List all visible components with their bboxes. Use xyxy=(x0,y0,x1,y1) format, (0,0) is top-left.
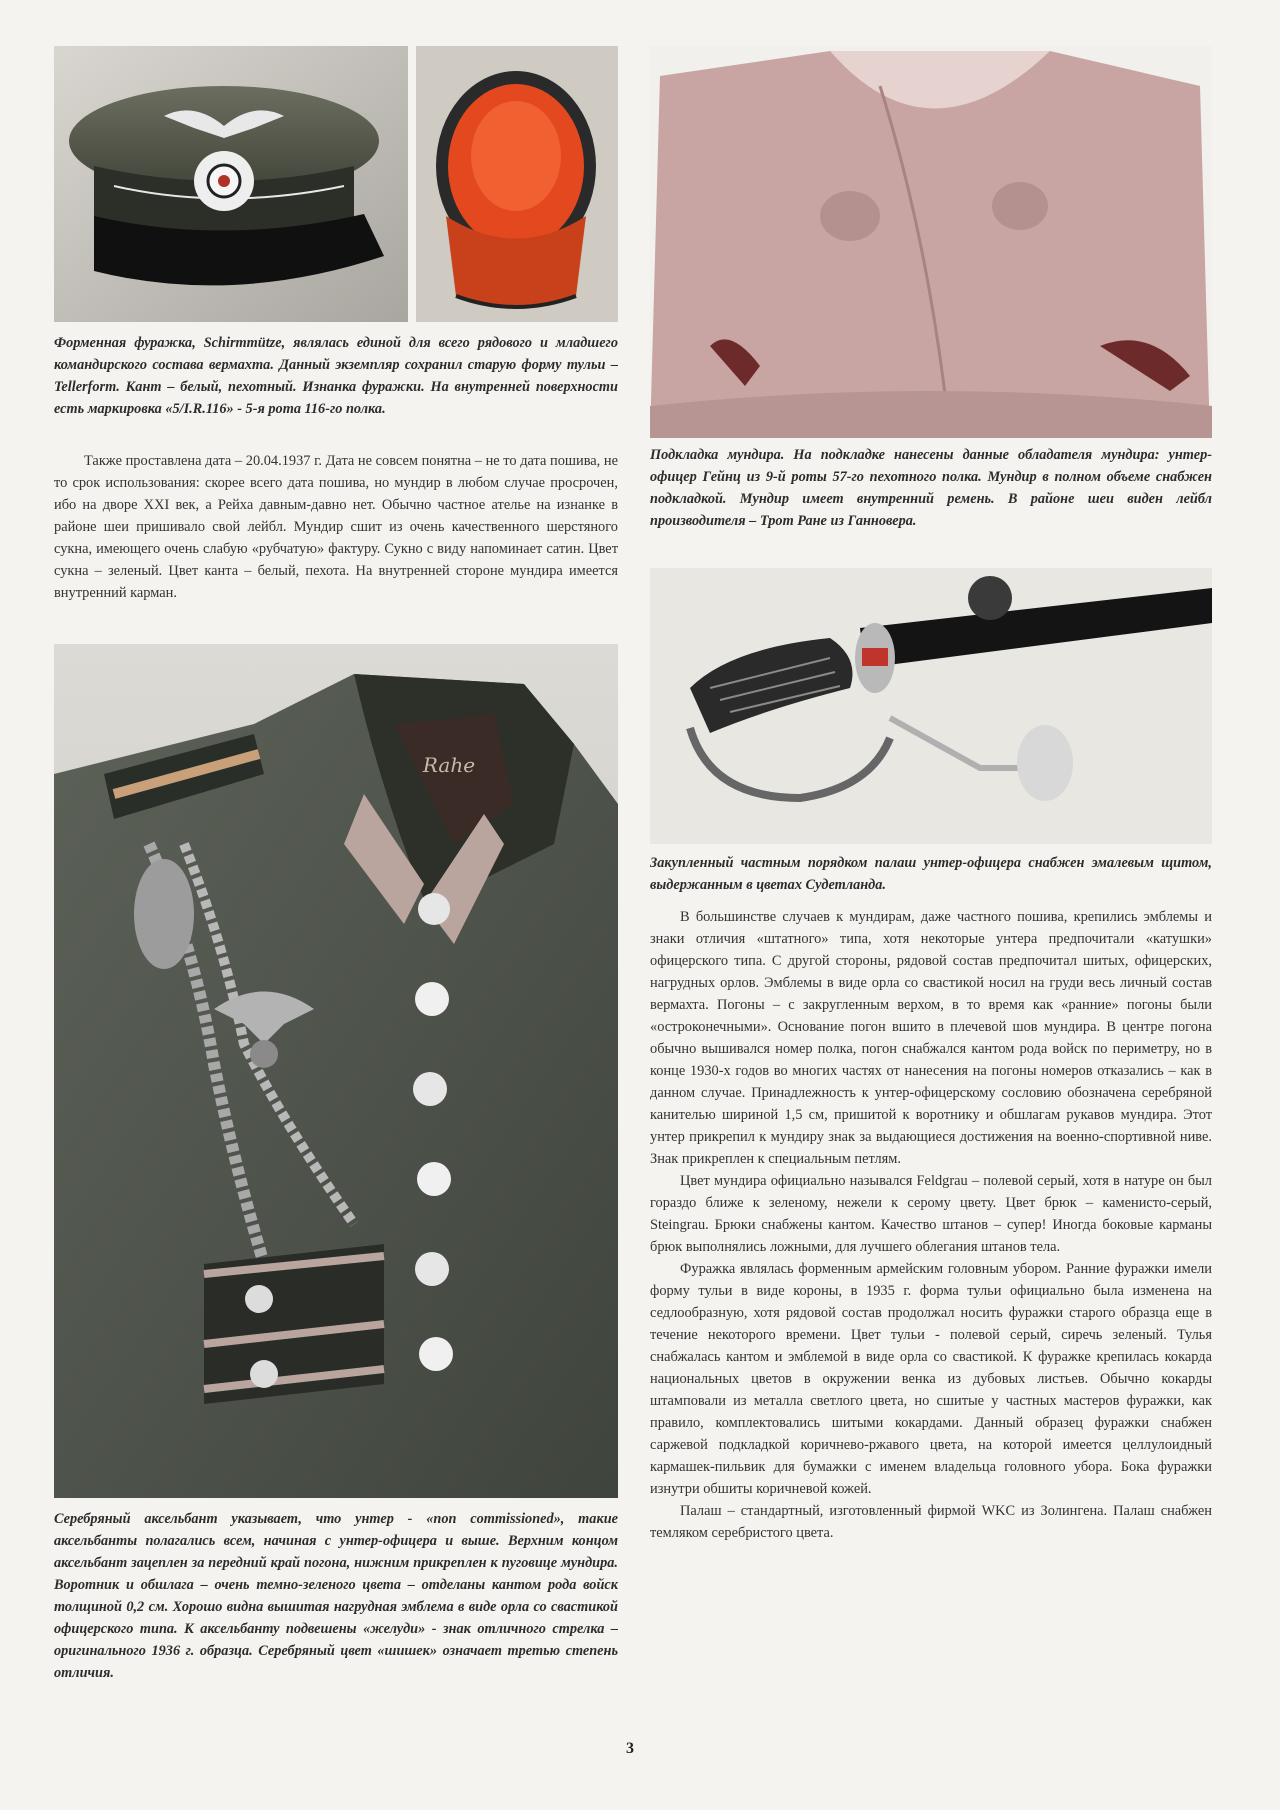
tunic-photo xyxy=(54,644,618,1498)
lining-caption: Подкладка мундира. На подкладке нанесены данные обладателя мундира: унтер-офицер Гейнц из 9-й роты 57-го пехотного полка. Мундир в полном объеме снабжен подкладкой. Мундир имеет внутренний ремень. В районе шеи виден лейбл производителя – Трот Ране из Ганновера. xyxy=(650,447,1212,529)
left-paragraph: Также проставлена дата – 20.04.1937 г. Дата не совсем понятна – не то дата пошива, не то срок использования: скорее всего дата пошива, но мундир в любом случае просрочен, ибо на дворе XXI век, а Рейха давным-давно нет. Обычно частное ателье на изнанке в районе шеи пришивало свой лейбл. Мундир сшит из очень качественного шерстяного сукна, имеющего очень слабую «рубчатую» фактуру. Сукно с виду напоминает сатин. Цвет сукна – зеленый. Цвет канта – белый, пехота. На внутренней стороне мундира имеется внутренний карман. xyxy=(54,453,618,601)
right-paragraph-4: Палаш – стандартный, изготовленный фирмой WKC из Золингена. Палаш снабжен темляком серебристого цвета. xyxy=(650,1503,1212,1541)
cap-inside-photo xyxy=(416,46,618,322)
right-body-text xyxy=(650,906,1212,1544)
page-number: 3 xyxy=(626,1740,634,1757)
right-paragraph-1: В большинстве случаев к мундирам, даже частного пошива, крепились эмблемы и знаки отличия «штатного» типа, хотя некоторые унтера предпочитали «катушки» офицерского типа. С другой стороны, рядовой состав предпочитал шитых, офицерских, нагрудных орлов. Эмблемы в виде орла со свастикой носил на груди весь личный состав вермахта. Погоны – с закругленным верхом, в то время как «ранние» погоны были «остроконечными». Основание погон вшито в плечевой шов мундира. В центре погона обычно вышивался номер полка, погон снабжался кантом рода войск по периметру, но в конце 1930-х годов во многих частях от нанесения на погоны номеров отказались – как в данном случае. Принадлежность к унтер-офицерскому сословию обозначена серебряной канителью шириной 1,5 см, пришитой к воротнику и обшлагам рукавов мундира. Этот унтер прикрепил к мундиру знак за выдающиеся достижения на военно-спортивной ниве. Знак прикреплен к специальным петлям. xyxy=(650,909,1212,1167)
right-paragraph-2: Цвет мундира официально назывался Feldgrau – полевой серый, хотя в натуре он был гораздо ближе к зеленому, нежели к серому цвету. Цвет брюк – каменисто-серый, Steingrau. Брюки снабжены кантом. Качество штанов – супер! Иногда боковые карманы брюк выполнялись ложными, для лучшего облегания штанов тела. xyxy=(650,1173,1212,1255)
tunic-label-text: Rahe xyxy=(422,753,476,777)
aiguillette-caption: Серебряный аксельбант указывает, что унтер - «non commissioned», такие аксельбанты полагались всем, начиная с унтер-офицера и выше. Верхним концом аксельбант зацеплен за передний край погона, нижним прикреплен к пуговице мундира. Воротник и обшлага – очень темно-зеленого цвета – отделаны кантом рода войск толщиной 0,2 см. Хорошо видна вышитая нагрудная эмблема в виде орла со свастикой офицерского типа. К аксельбанту подвешены «желуди» - знак отличного стрелка – оригинального 1936 г. образца. Серебряный цвет «шишек» означает третью степень отличия. xyxy=(54,1511,618,1681)
saber-photo xyxy=(650,568,1212,844)
cap-caption: Форменная фуражка, Schirmmütze, являлась единой для всего рядового и младшего командирского состава вермахта. Данный экземпляр сохранил старую форму тульи – Tellerform. Кант – белый, пехотный. Изнанка фуражки. На внутренней поверхности есть маркировка «5/I.R.116» - 5-я рота 116-го полка. xyxy=(54,335,618,417)
cap-photo xyxy=(54,46,408,322)
right-paragraph-3: Фуражка являлась форменным армейским головным убором. Ранние фуражки имели форму тульи в виде короны, в 1935 г. форма тульи официально была изменена на седлообразную, хотя рядовой состав продолжал носить фуражки старого образца еще в течение некоторого времени. Цвет тульи - полевой серый, сиречь зеленый. Тулья снабжалась кантом и эмблемой в виде орла со свастикой. К фуражке крепилась кокарда национальных цветов в окружении венка из дубовых листьев. Обычно кокарды штамповали из металла светлого цвета, но сшитые у частных мастеров фуражки, как правило, комплектовались шитыми кокардами. Данный образец фуражки снабжен саржевой подкладкой коричнево-ржавого цвета, на которой имеется целлулоидный кармашек-пильвик для бумажки с именем владельца головного убора. Бока фуражки изнутри обшиты коричневой кожей. xyxy=(650,1261,1212,1497)
saber-caption: Закупленный частным порядком палаш унтер-офицера снабжен эмалевым щитом, выдержанным в цветах Судетланда. xyxy=(650,855,1212,893)
lining-photo xyxy=(650,46,1212,438)
left-body-text xyxy=(54,450,618,604)
